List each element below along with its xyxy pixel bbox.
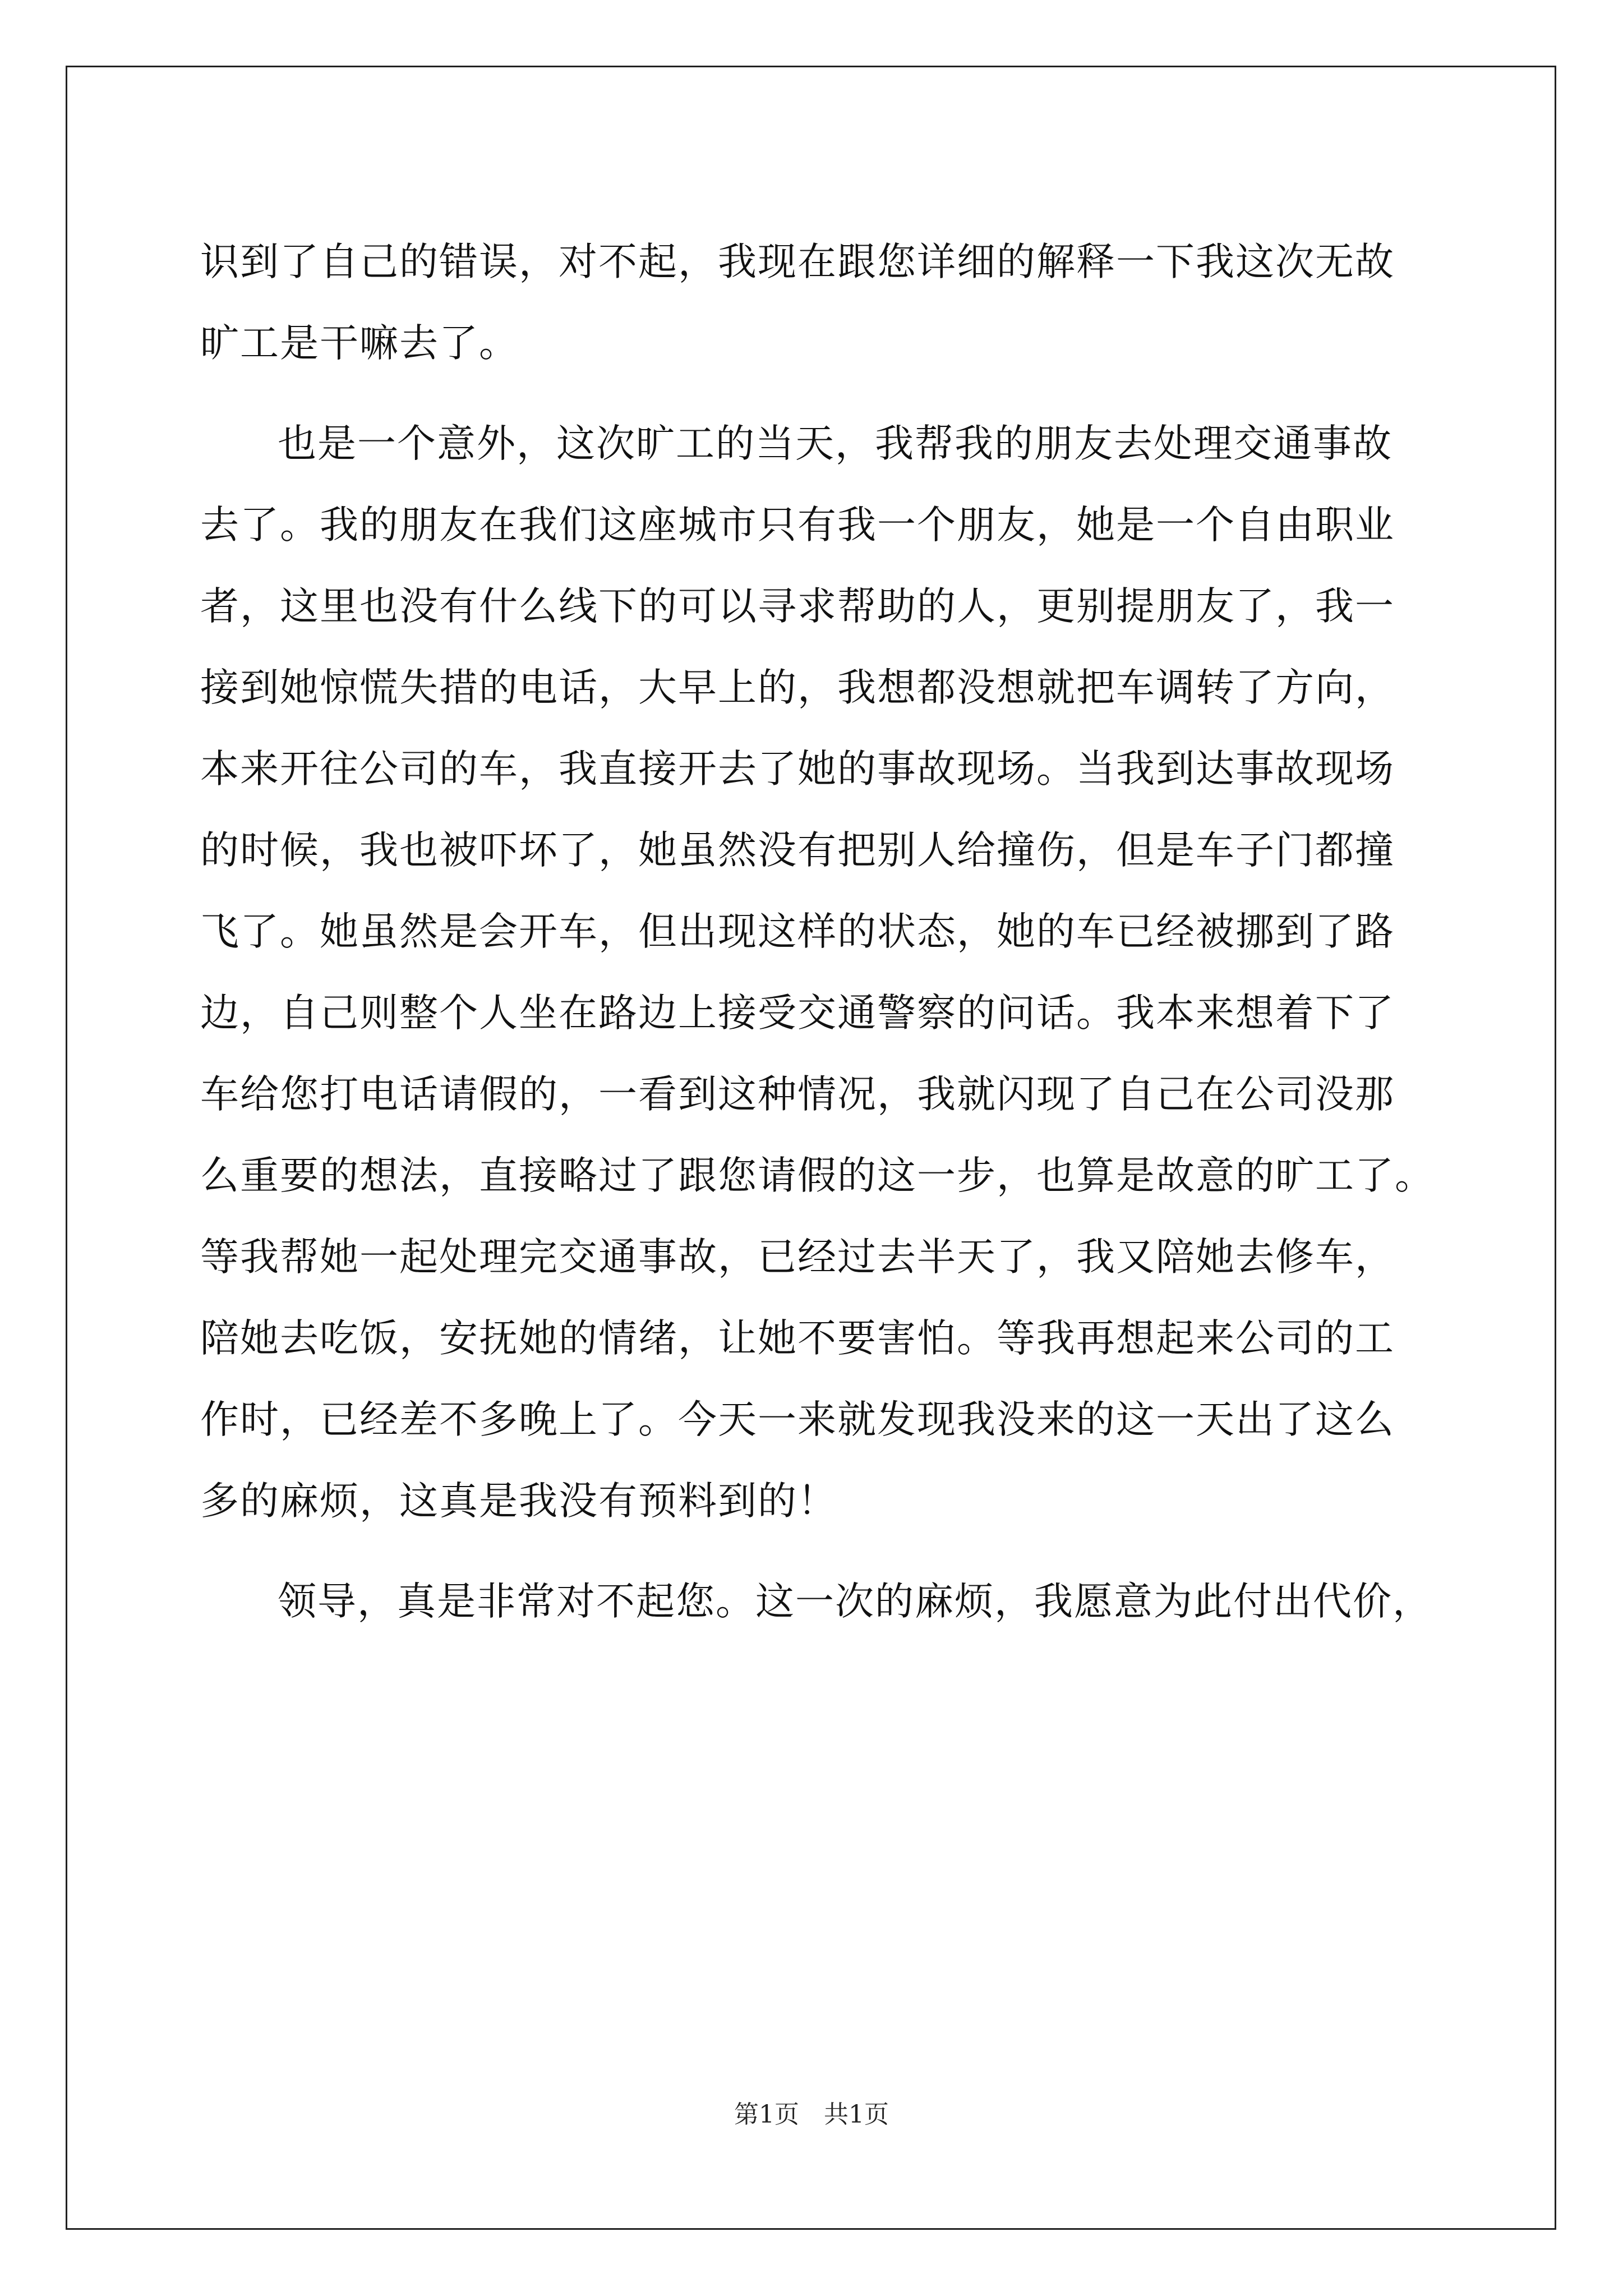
- document-body: [200, 222, 1434, 1642]
- page-number: 第1页: [734, 2100, 799, 2129]
- text-line: 么重要的想法，直接略过了跟您请假的这一步，也算是故意的旷工了。: [200, 1153, 1435, 1198]
- text-line: 多的麻烦，这真是我没有预料到的！: [200, 1479, 837, 1524]
- text-line: 车给您打电话请假的，一看到这种情况，我就闪现了自己在公司没那: [200, 1072, 1395, 1117]
- text-line: 等我帮她一起处理完交通事故，已经过去半天了，我又陪她去修车，: [200, 1235, 1395, 1280]
- text-line: 本来开往公司的车，我直接开去了她的事故现场。当我到达事故现场: [200, 747, 1395, 792]
- text-line: 的时候，我也被吓坏了，她虽然没有把别人给撞伤，但是车子门都撞: [200, 828, 1395, 873]
- paragraph-start-line: 领导，真是非常对不起您。这一次的麻烦，我愿意为此付出代价，: [278, 1579, 1432, 1624]
- text-line: 飞了。她虽然是会开车，但出现这样的状态，她的车已经被挪到了路: [200, 909, 1395, 954]
- text-line: 陪她去吃饭，安抚她的情绪，让她不要害怕。等我再想起来公司的工: [200, 1316, 1395, 1361]
- text-line: 旷工是干嘛去了。: [200, 321, 519, 366]
- page-footer: [0, 2098, 1623, 2132]
- text-line: 作时，已经差不多晚上了。今天一来就发现我没来的这一天出了这么: [200, 1397, 1395, 1442]
- text-line: 接到她惊慌失措的电话，大早上的，我想都没想就把车调转了方向，: [200, 665, 1395, 710]
- text-line: 识到了自己的错误，对不起，我现在跟您详细的解释一下我这次无故: [200, 240, 1395, 284]
- text-line: 去了。我的朋友在我们这座城市只有我一个朋友，她是一个自由职业: [200, 503, 1395, 547]
- text-line: 者，这里也没有什么线下的可以寻求帮助的人，更别提朋友了，我一: [200, 584, 1395, 629]
- page-total: 共1页: [824, 2100, 889, 2129]
- paragraph-start-line: 也是一个意外，这次旷工的当天，我帮我的朋友去处理交通事故: [278, 421, 1393, 466]
- text-line: 边，自己则整个人坐在路边上接受交通警察的问话。我本来想着下了: [200, 991, 1395, 1036]
